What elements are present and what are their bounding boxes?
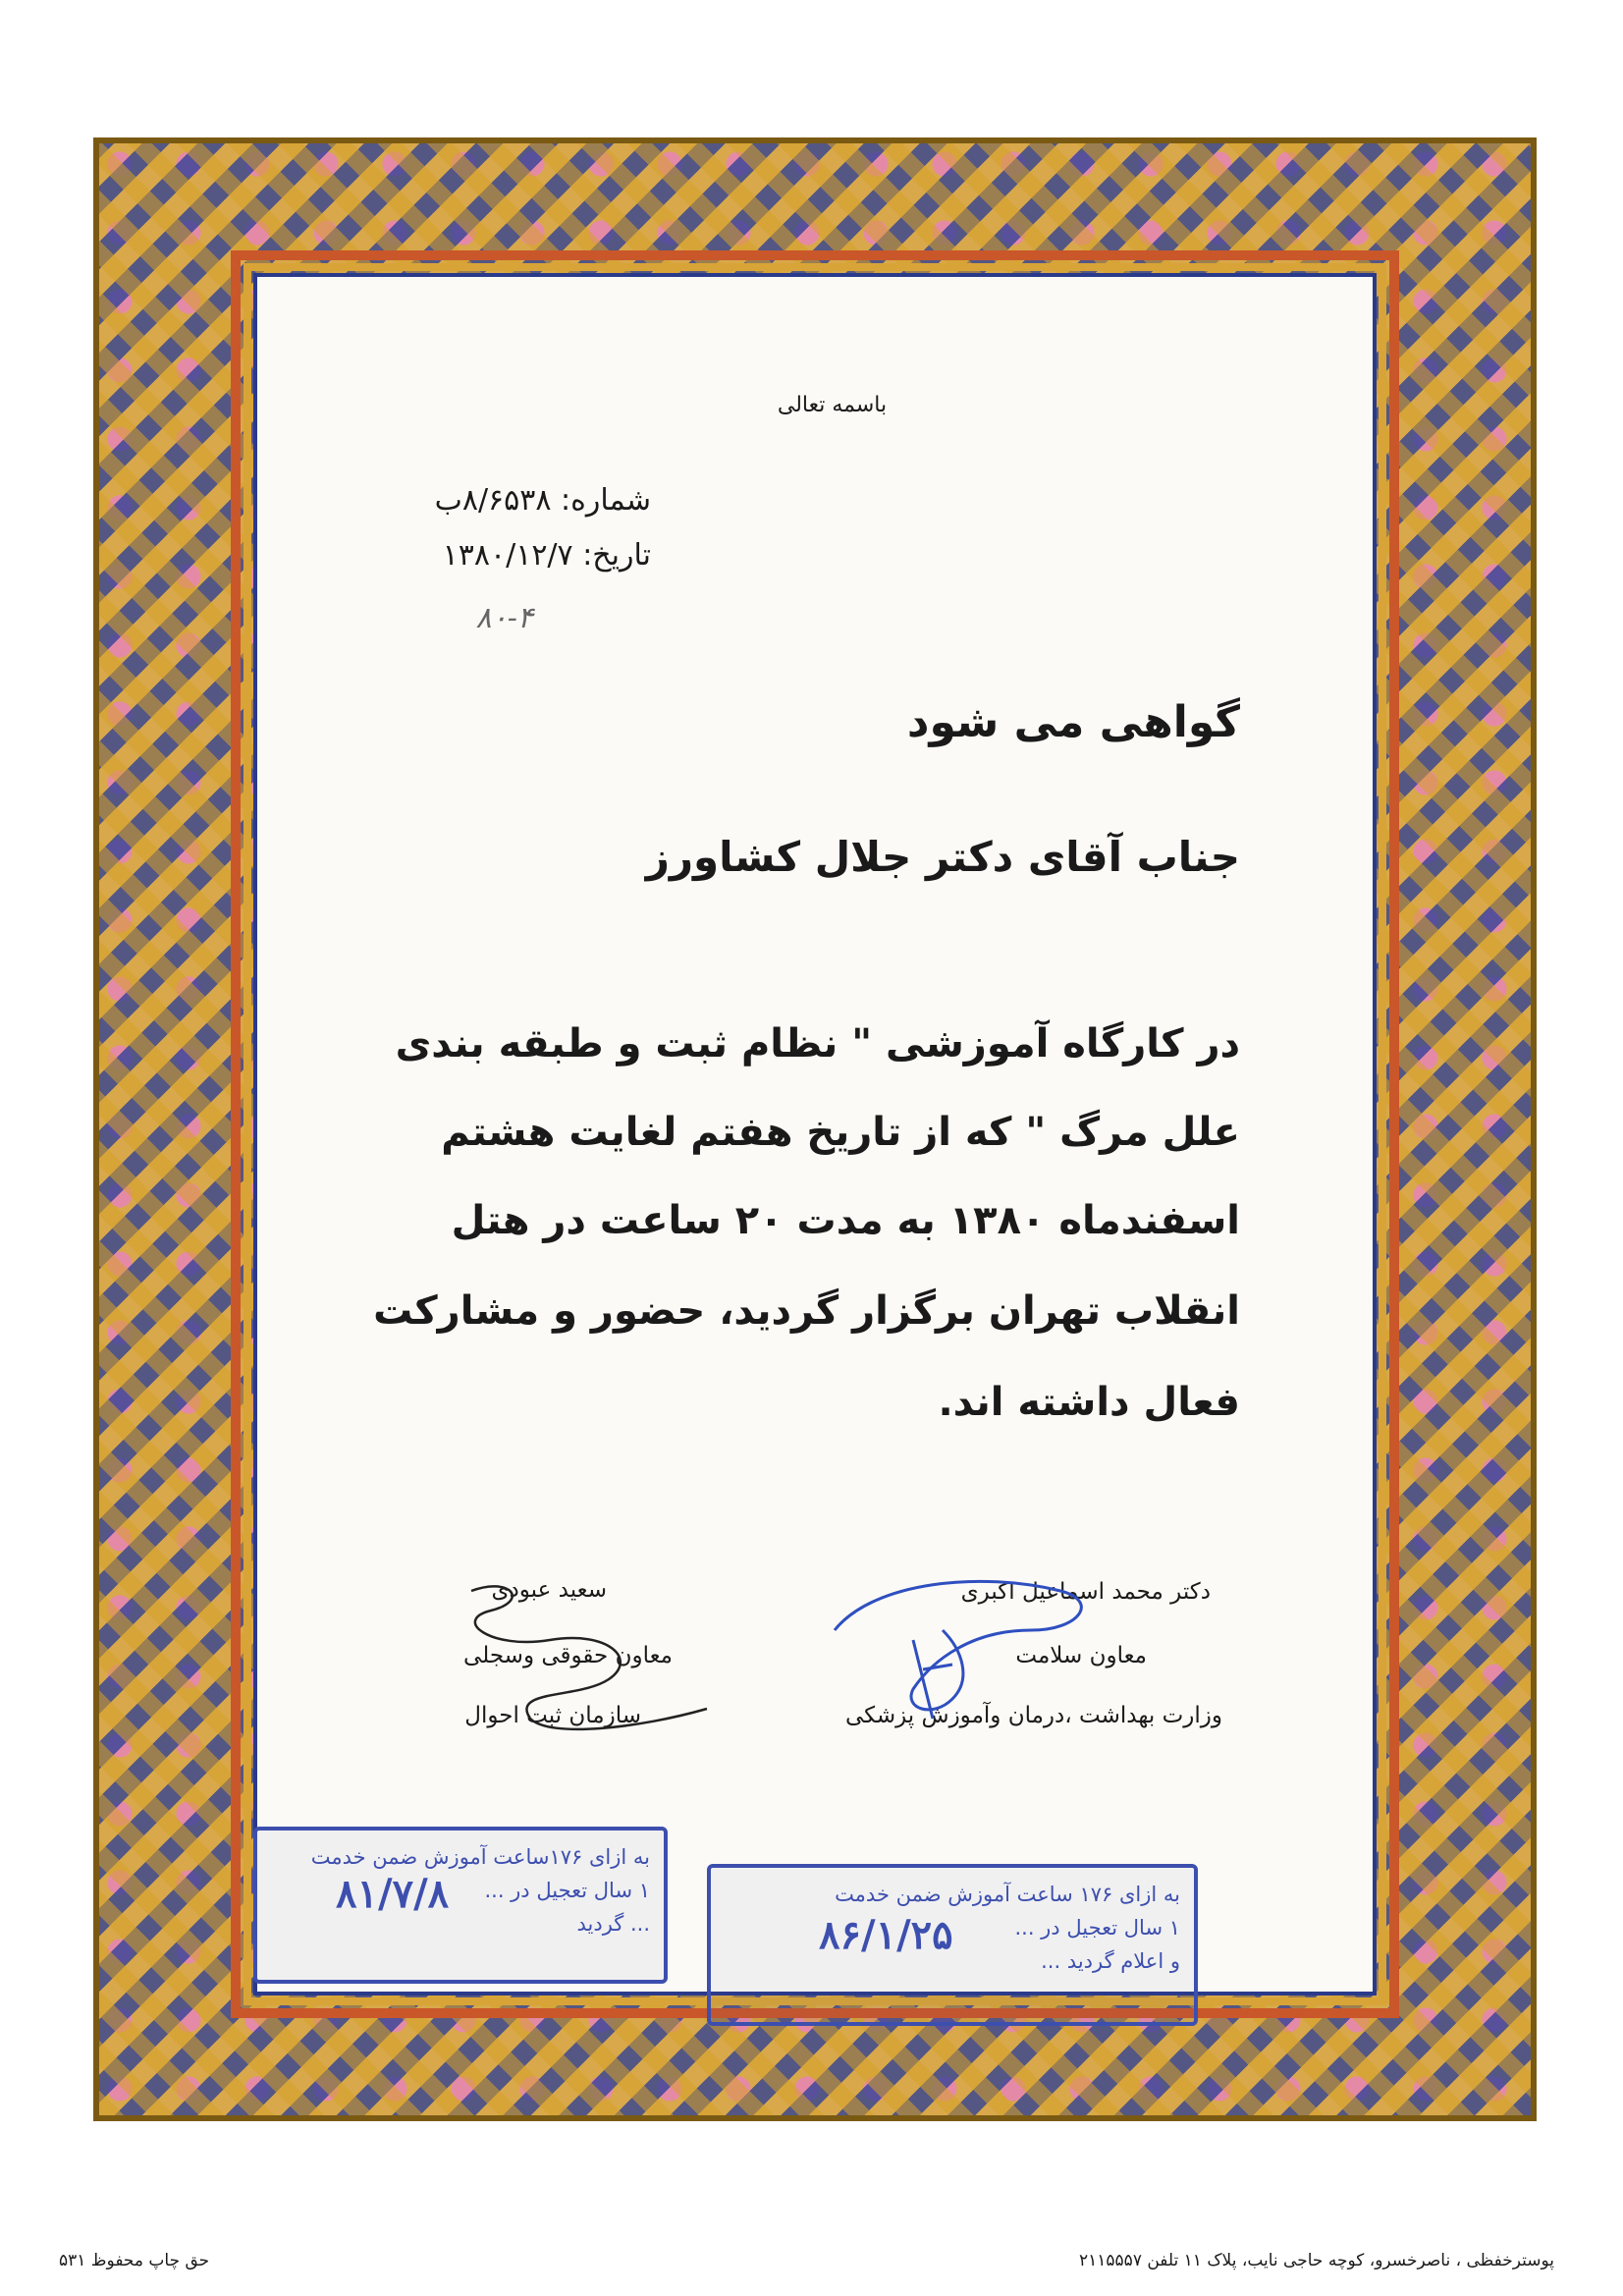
signatory-left-organization: سازمان ثبت احوال [464, 1703, 641, 1728]
stamp-1 [253, 1827, 668, 1984]
signature-left [412, 1571, 727, 1738]
invocation: باسمه تعالی [777, 393, 888, 417]
signatory-left-name: سعید عبودی [491, 1577, 607, 1603]
stamp-1-line2: ۱ سال تعجیل در ... [484, 1879, 650, 1902]
stamp-1-line3: ... گردید [576, 1912, 650, 1936]
reference-date: تاریخ: ۱۳۸۰/۱۲/۷ [442, 538, 651, 573]
body-line-2: علل مرگ " که از تاریخ هفتم لغایت هشتم [441, 1110, 1240, 1155]
certificate-title: گواهی می شود [906, 697, 1240, 747]
signatory-right-name: دکتر محمد اسماعیل اکبری [960, 1579, 1211, 1605]
recipient-name: جناب آقای دکتر جلال کشاورز [645, 833, 1240, 881]
footer-publisher: پوسترخفظی ، ناصرخسرو، کوچه حاجی نایب، پلاک ۱۱ تلفن ۲۱۱۵۵۵۷ [1079, 2251, 1554, 2270]
footer-copyright: حق چاپ محفوظ ۵۳۱ [59, 2251, 210, 2270]
body-line-3: اسفندماه ۱۳۸۰ به مدت ۲۰ ساعت در هتل [451, 1198, 1240, 1243]
signatory-right-title: معاون سلامت [1015, 1643, 1147, 1668]
stamp-2-date: ۸۶/۱/۲۵ [819, 1912, 953, 1958]
stamp-2 [707, 1864, 1198, 2026]
signature-right [815, 1571, 1109, 1738]
signatory-right-organization: وزارت بهداشت ،درمان وآموزش پزشکی [844, 1703, 1222, 1728]
signatory-left-title: معاون حقوقی وسجلی [463, 1643, 673, 1668]
body-line-4: انقلاب تهران برگزار گردید، حضور و مشارکت [373, 1288, 1240, 1334]
handwritten-note: ۸۰-۴ [475, 601, 533, 635]
stamp-1-date: ۸۱/۷/۸ [336, 1871, 450, 1917]
stamp-2-line1: به ازای ۱۷۶ ساعت آموزش ضمن خدمت [835, 1883, 1180, 1906]
stamp-2-line3: و اعلام گردید ... [1041, 1949, 1180, 1973]
stamp-2-line2: ۱ سال تعجیل در ... [1014, 1916, 1180, 1940]
stamp-1-line1: به ازای ۱۷۶ساعت آموزش ضمن خدمت [310, 1845, 650, 1869]
body-line-1: در کارگاه آموزشی " نظام ثبت و طبقه بندی [395, 1021, 1240, 1066]
reference-number: شماره: ۸/۶۵۳۸ب [434, 483, 651, 518]
body-line-5: فعال داشته اند. [938, 1380, 1240, 1425]
